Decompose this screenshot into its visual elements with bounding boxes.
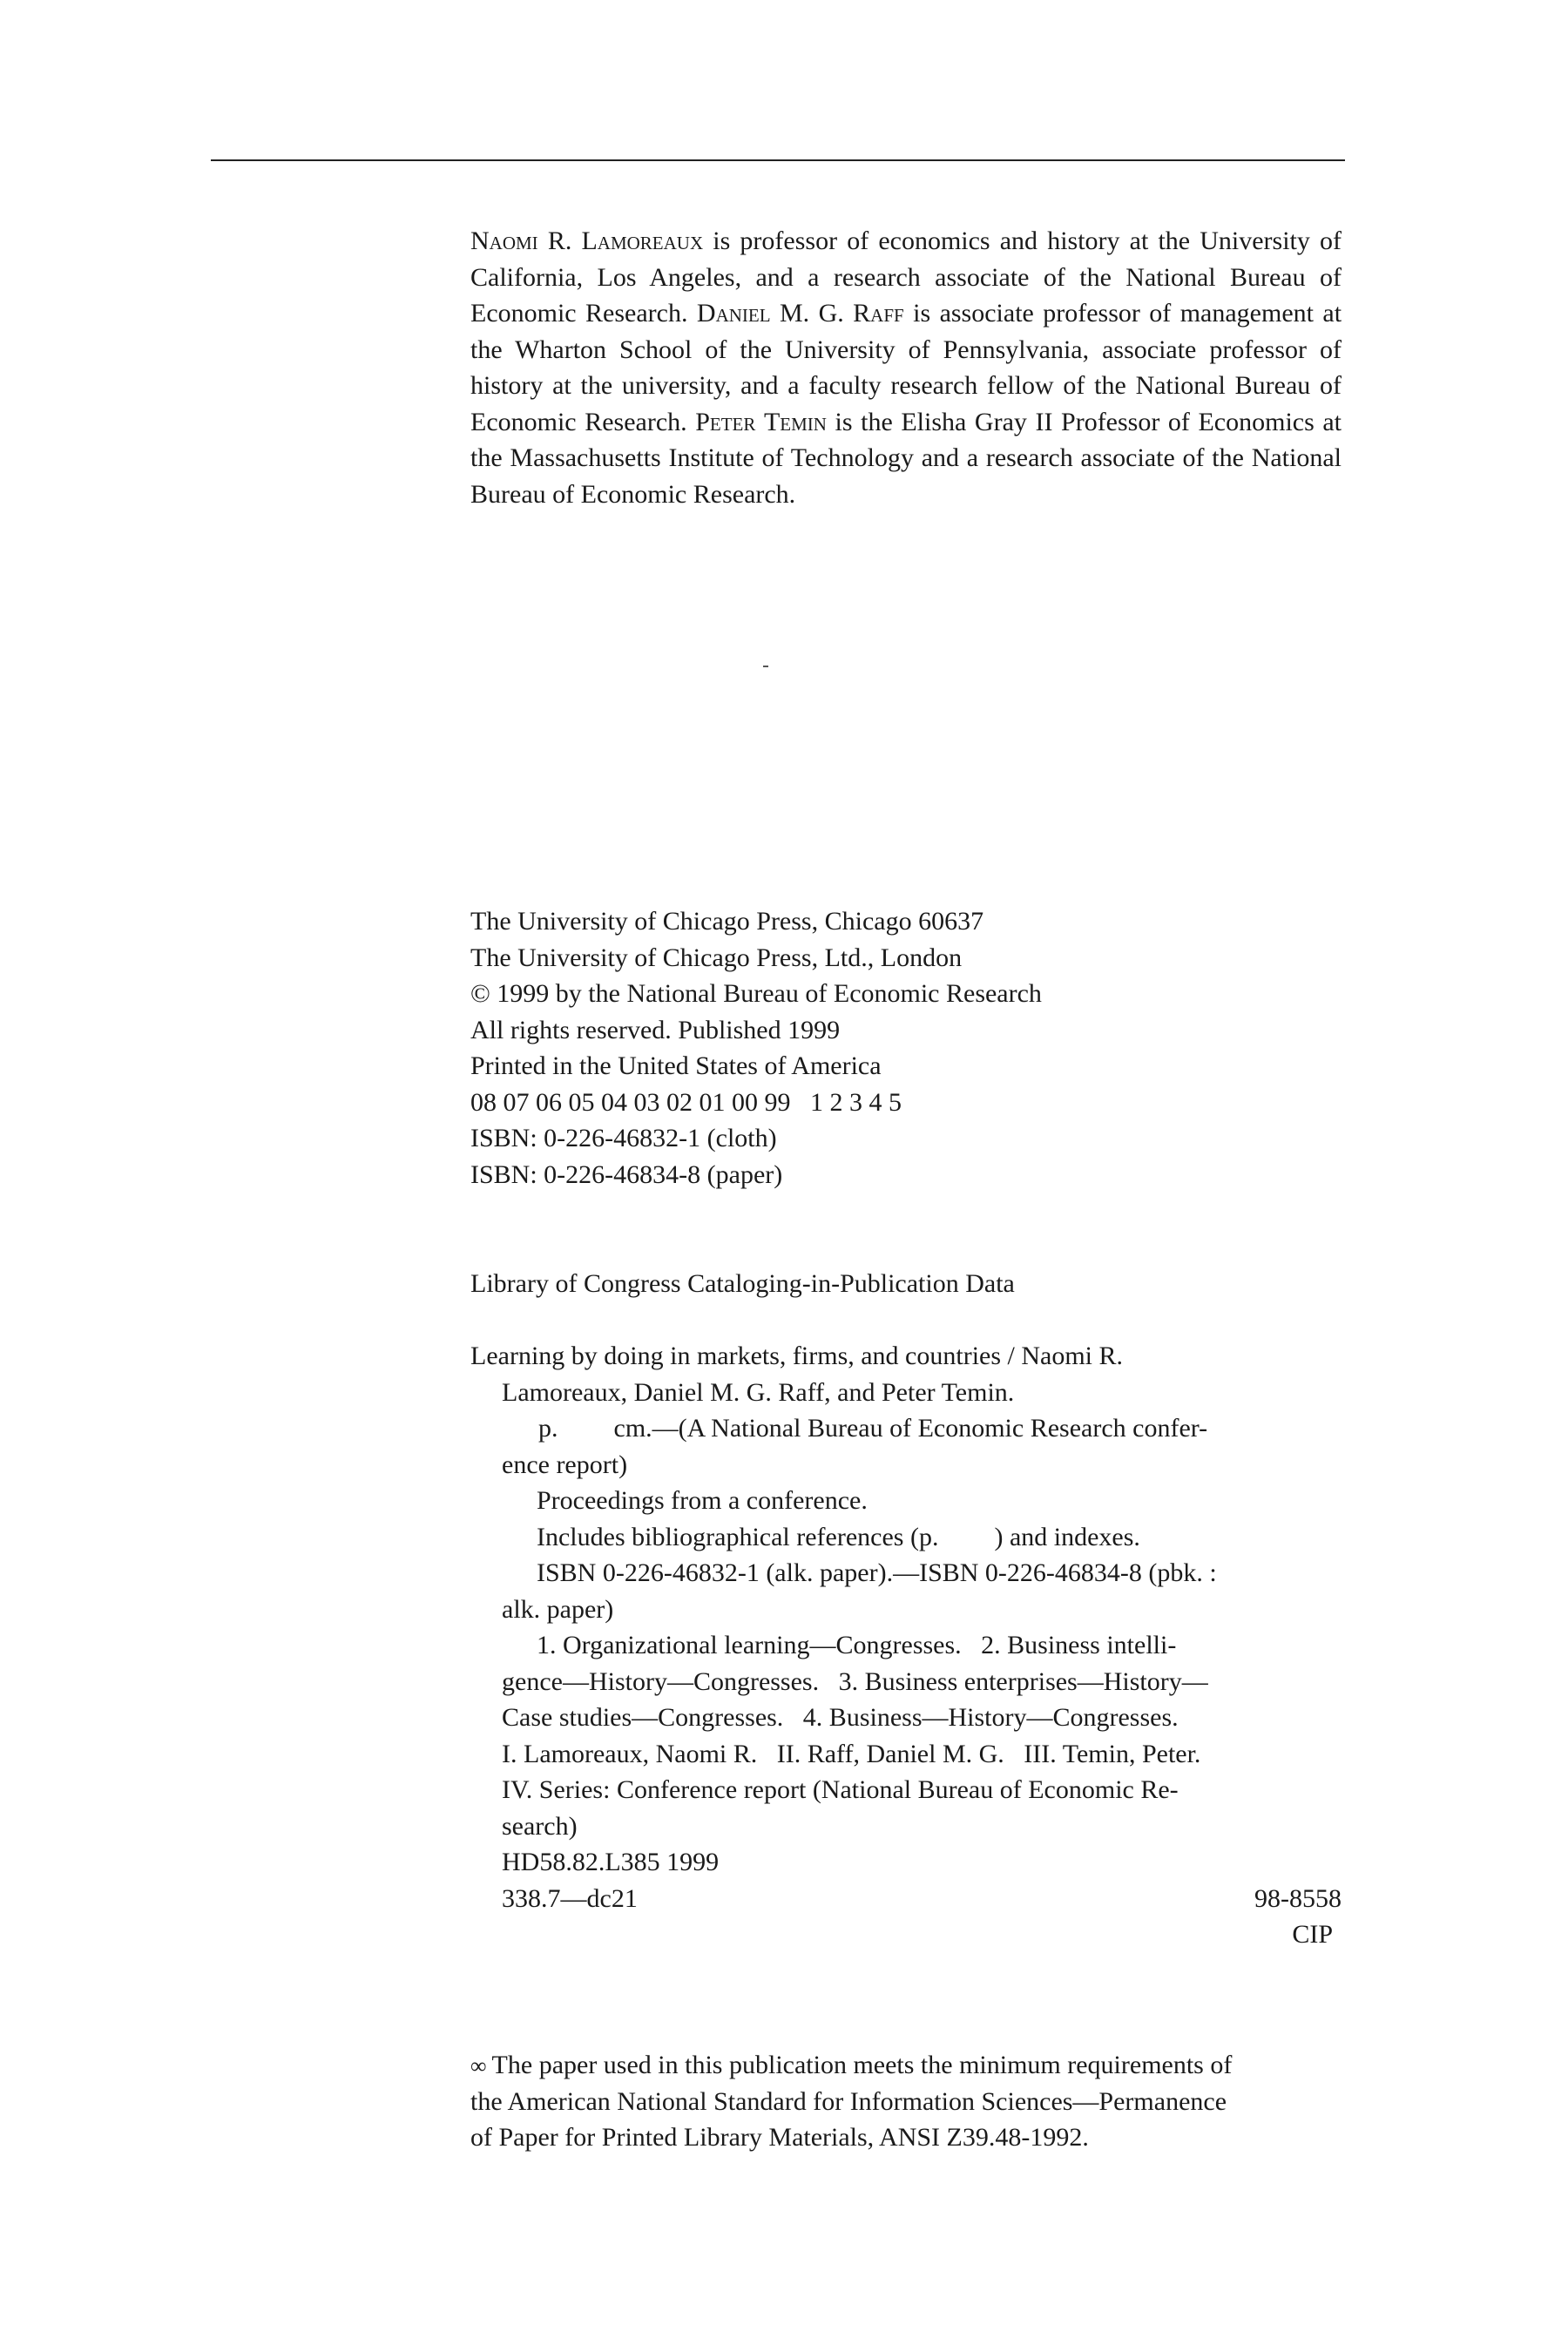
cip-classification-row <box>470 1881 1342 1917</box>
print-numbers: 08 07 06 05 04 03 02 01 00 99 1 2 3 4 5 <box>470 1087 902 1117</box>
printed-line: Printed in the United States of America <box>470 1051 882 1080</box>
cip-isbn-cont: alk. paper) <box>502 1594 614 1624</box>
cip-call-number: HD58.82.L385 1999 <box>502 1848 720 1876</box>
rights-line: All rights reserved. Published 1999 <box>470 1015 841 1044</box>
stray-mark <box>763 666 768 667</box>
cip-subject: IV. Series: Conference report (National Bureau of Economic Re- <box>502 1775 1179 1804</box>
cip-isbn: ISBN 0-226-46832-1 (alk. paper).—ISBN 0-226-46834-8 (pbk. : <box>537 1558 1217 1587</box>
isbn-cloth: ISBN: 0-226-46832-1 (cloth) <box>470 1124 777 1152</box>
paper-line: the American National Standard for Information Sciences—Permanence <box>470 2086 1227 2116</box>
cip-dewey: 338.7—dc21 <box>502 1883 638 1913</box>
author-bios <box>470 223 1342 512</box>
cip-note: Proceedings from a conference. <box>537 1486 868 1515</box>
cip-subject: Case studies—Congresses. 4. Business—History—Congresses. <box>502 1703 1179 1732</box>
infinity-icon: ∞ <box>470 2053 487 2078</box>
paper-notice <box>470 2047 1342 2156</box>
cip-subject: I. Lamoreaux, Naomi R. II. Raff, Daniel M. G. III. Temin, Peter. <box>502 1739 1201 1768</box>
cip-title-line: Lamoreaux, Daniel M. G. Raff, and Peter Temin. <box>502 1377 1015 1407</box>
cip-heading: Library of Congress Cataloging-in-Publication Data <box>470 1269 1015 1298</box>
cip-subject: gence—History—Congresses. 3. Business enterprises—History— <box>502 1666 1208 1696</box>
cip-physical: p. cm.—(A National Bureau of Economic Research confer- <box>538 1414 1208 1443</box>
publisher-info <box>470 903 1342 1193</box>
bio-paragraph: Naomi R. Lamoreaux is professor of economics and history at the University of California, Los Angeles, and a research associate of the National Bureau of Economic Research. Daniel M. G. Raff is associate professor of management at the Wharton School of the University of Pennsylvania, associate professor of history at the university, and a faculty research fellow of the National Bureau of Economic Research. Peter Temin is the Elisha Gray II Professor of Economics at the Massachusetts Institute of Technology and a research associate of the National Bureau of Economic Research. <box>470 226 1342 509</box>
cip-record <box>470 1338 1342 1953</box>
cip-note: Includes bibliographical references (p. ) and indexes. <box>537 1522 1140 1551</box>
cip-lccn: 98-8558 <box>1254 1883 1342 1913</box>
isbn-paper: ISBN: 0-226-46834-8 (paper) <box>470 1159 783 1189</box>
copyright-line: © 1999 by the National Bureau of Economic Research <box>470 979 1042 1008</box>
cip-physical-cont: ence report) <box>502 1450 628 1479</box>
author-first-name: Naomi <box>470 226 538 255</box>
publisher-line: The University of Chicago Press, Ltd., London <box>470 943 963 972</box>
cip-subject: 1. Organizational learning—Congresses. 2. Business intelli- <box>537 1631 1177 1659</box>
cip-title-line: Learning by doing in markets, firms, and countries / Naomi R. <box>470 1342 1124 1370</box>
publisher-line: The University of Chicago Press, Chicago 60637 <box>470 907 984 936</box>
paper-line: ∞ The paper used in this publication meets the minimum requirements of <box>470 2051 1233 2079</box>
author-last-name: Lamoreaux <box>581 226 704 255</box>
top-rule <box>211 159 1345 161</box>
cip-tag: CIP <box>1292 1920 1333 1949</box>
paper-line: of Paper for Printed Library Materials, ANSI Z39.48-1992. <box>470 2123 1089 2152</box>
cip-subject: search) <box>502 1811 578 1841</box>
